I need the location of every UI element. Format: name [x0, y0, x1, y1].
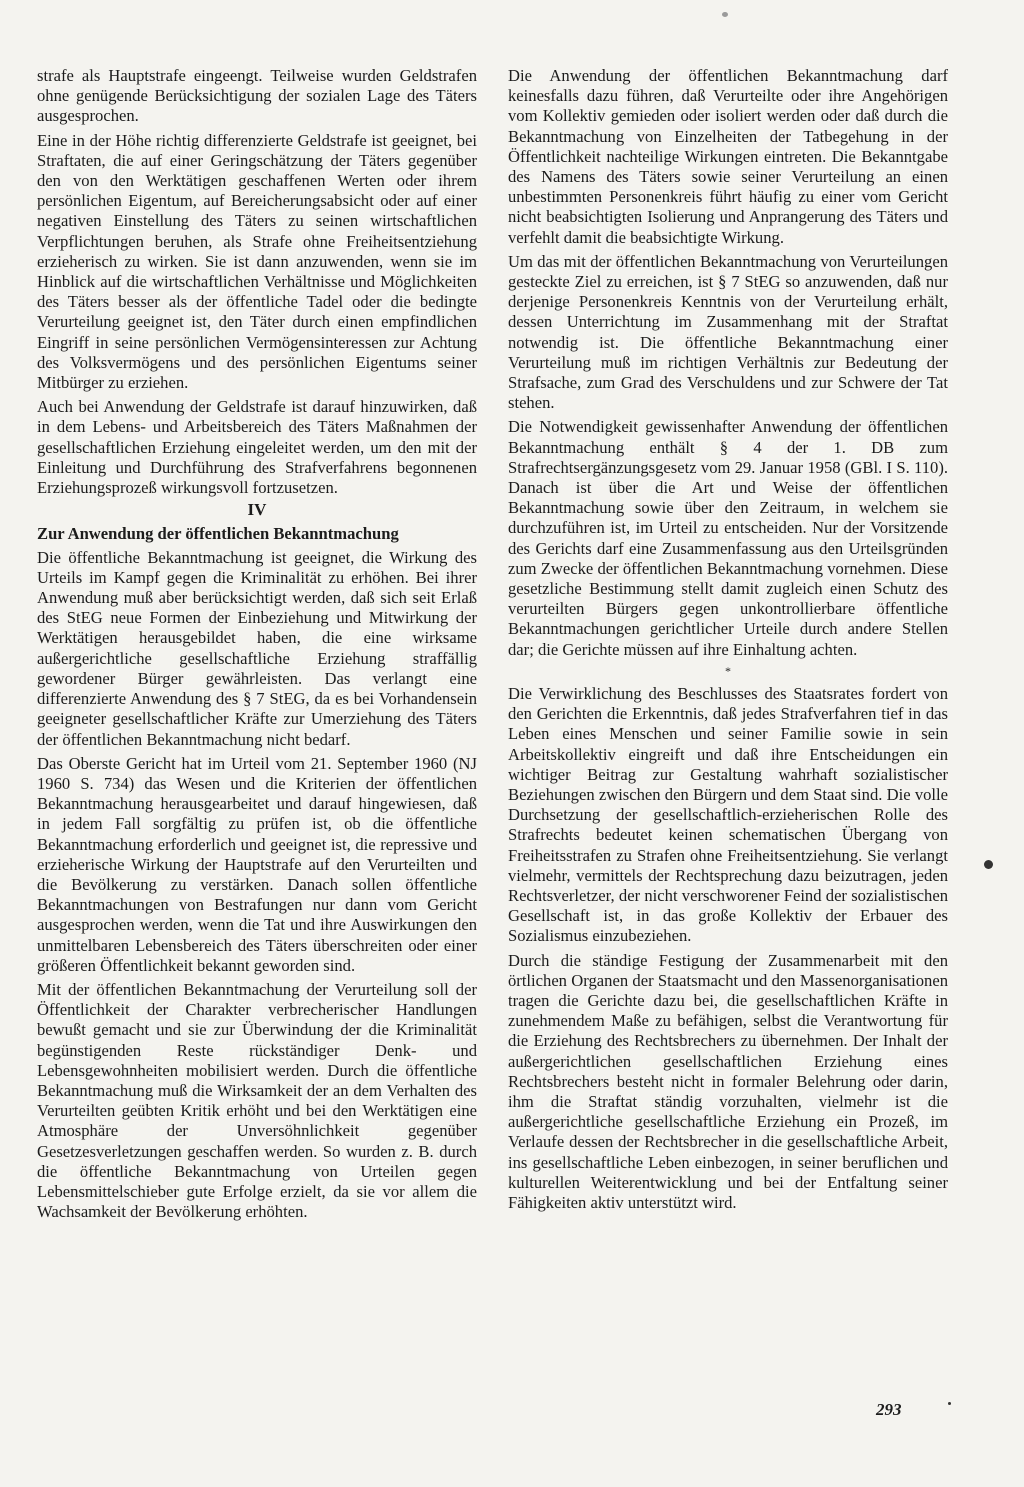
- paragraph: Die Anwendung der öffentlichen Bekanntmachung darf keinesfalls dazu führen, daß Verurteilte oder ihre Angehörigen vom Kollektiv gemieden oder isoliert werden oder daß durch die Bekanntmachung von Einzelheiten der Tatbegehung in der Öffentlichkeit nachteilige Wirkungen eintreten. Die Bekanntgabe des Namens des Täters sowie seiner Verurteilung an einen unbestimmten Personenkreis führt häufig zu einer vom Gericht nicht beabsichtigten Isolierung und Anprangerung des Täters und verfehlt damit die beabsichtigte Wirkung.: [508, 66, 948, 247]
- paragraph: Eine in der Höhe richtig differenzierte Geldstrafe ist geeignet, bei Straftaten, die auf einer Geringschätzung der Täters gegenüber den von den Werktätigen geschaffenen Werten oder ihrem persönlichen Eigentum, auf Bereicherungsabsicht oder auf einer negativen Einstellung des Täters zu seinen wirtschaftlichen Verpflichtungen beruhen, als Strafe ohne Freiheitsentziehung erzieherisch zu wirken. Sie ist dann anzuwenden, wenn sie im Hinblick auf die wirtschaftlichen Verhältnisse und Möglichkeiten des Täters besser als der öffentliche Tadel oder die bedingte Verurteilung geeignet ist, den Täter durch einen empfindlichen Eingriff in seine persönlichen Vermögensinteressen zur Achtung des Volksvermögens und des persönlichen Eigentums seiner Mitbürger zu erziehen.: [37, 130, 477, 393]
- page-number: 293: [876, 1400, 902, 1419]
- paragraph: Durch die ständige Festigung der Zusammenarbeit mit den örtlichen Organen der Staatsmacht und den Massenorganisationen tragen die Gerichte dazu bei, die gesellschaftlichen Kräfte in zunehmendem Maße zu befähigen, selbst die Verantwortung für die Erziehung des Rechtsbrechers zu übernehmen. Der Inhalt der außergerichtlichen gesellschaftlichen Erziehung eines Rechtsbrechers besteht nicht in formaler Belehrung oder darin, ihm die Straftat ständig vorzuhalten, vielmehr ist die außergerichtliche gesellschaftliche Erziehung ein Prozeß, im Verlaufe dessen der Rechtsbrecher in die gesellschaftliche Arbeit, ins gesellschaftliche Leben einbezogen, in seiner beruflichen und kulturellen Weiterentwicklung und bei der Entfaltung seiner Fähigkeiten aktiv unterstützt wird.: [508, 950, 948, 1212]
- paragraph: Die Notwendigkeit gewissenhafter Anwendung der öffentlichen Bekanntmachung enthält § 4 der 1. DB zum Strafrechtsergänzungsgesetz vom 29. Januar 1958 (GBl. I S. 110). Danach ist über die Art und Weise der öffentlichen Bekanntmachung sowie über den Zeitraum, in welchem sie durchzuführen ist, im Urteil zu entscheiden. Nur der Vorsitzende des Gerichts darf eine Zusammenfassung aus den Urteilsgründen zum Zwecke der öffentlichen Bekanntmachung vornehmen. Diese gesetzliche Bestimmung stellt damit zugleich einen Schutz des verurteilten Bürgers gegen unkontrollierbare öffentliche Bekanntmachungen gerichtlicher Urteile durch andere Stellen dar; die Gerichte müssen auf ihre Einhaltung achten.: [508, 417, 948, 659]
- section-number: IV: [247, 500, 267, 520]
- paragraph: Mit der öffentlichen Bekanntmachung der Verurteilung soll der Öffentlichkeit der Charakter verbrecherischer Handlungen bewußt gemacht und sie zur Überwindung der die Kriminalität begünstigenden Reste rückständiger Denk- und Lebensgewohnheiten mobilisiert werden. Durch die öffentliche Bekanntmachung muß die Wirksamkeit der an dem Verhalten des Verurteilten geübten Kritik erhöht und bei den Werktätigen eine Atmosphäre der Unversöhnlichkeit gegenüber Gesetzesverletzungen geschaffen werden. So wurden z. B. durch die öffentliche Bekanntmachung von Urteilen gegen Lebensmittelschieber gute Erfolge erzielt, da sie vor allem die Wachsamkeit der Bevölkerung erhöhten.: [37, 979, 477, 1222]
- paragraph: Die Verwirklichung des Beschlusses des Staatsrates fordert von den Gerichten die Erkenntnis, daß jedes Strafverfahren tief in das Leben eines Menschen und seiner Familie sowie in sein Arbeitskollektiv eingreift und daß ihre Entscheidungen ein wichtiger Beitrag zur Gestaltung wahrhaft sozialistischer Beziehungen zwischen den Bürgern und dem Staat sind. Die volle Durchsetzung der gesellschaftlich-erzieherischen Rolle des Strafrechts bedeutet keinen schematischen Übergang von Freiheitsstrafen zu Strafen ohne Freiheitsentziehung. Sie verlangt vielmehr, vermittels der Rechtsprechung dazu beizutragen, jeden Rechtsverletzer, der nicht verschworener Feind der sozialistischen Gesellschaft ist, in das große Kollektiv der Erbauer des Sozialismus einzubeziehen.: [508, 683, 948, 946]
- ink-spot: [948, 1402, 951, 1405]
- section-separator: *: [725, 663, 731, 678]
- ink-spot: [984, 860, 993, 869]
- section-heading: Zur Anwendung der öffentlichen Bekanntmachung: [37, 524, 399, 544]
- paragraph: strafe als Hauptstrafe eingeengt. Teilweise wurden Geldstrafen ohne genügende Berücksichtigung der sozialen Lage des Täters ausgesprochen.: [37, 66, 477, 126]
- ink-spot: [722, 12, 728, 17]
- left-column: [37, 66, 477, 1226]
- paragraph: Um das mit der öffentlichen Bekanntmachung von Verurteilungen gesteckte Ziel zu erreichen, ist § 7 StEG so anzuwenden, daß nur derjenige Personenkreis Kenntnis von der Verurteilung erhält, dessen Unterrichtung im Zusammenhang mit der Straftat notwendig ist. Die öffentliche Bekanntmachung einer Verurteilung muß im richtigen Verhältnis zur Bedeutung der Strafsache, zum Grad des Verschuldens und zur Schwere der Tat stehen.: [508, 251, 948, 413]
- paragraph: Auch bei Anwendung der Geldstrafe ist darauf hinzuwirken, daß in dem Lebens- und Arbeitsbereich des Täters Maßnahmen der gesellschaftlichen Erziehung eingeleitet werden, um den mit der Einleitung und Durchführung des Strafverfahrens begonnenen Erziehungsprozeß wirkungsvoll fortzusetzen.: [37, 397, 477, 498]
- paragraph: Die öffentliche Bekanntmachung ist geeignet, die Wirkung des Urteils im Kampf gegen die Kriminalität zu erhöhen. Bei ihrer Anwendung muß aber berücksichtigt werden, daß sich seit Erlaß des StEG neue Formen der Einbeziehung und Mitwirkung der Werktätigen herausgebildet haben, die eine wirksame außergerichtliche gesellschaftliche Erziehung straffällig gewordener Bürger gewährleisten. Das verlangt eine differenzierte Anwendung des § 7 StEG, da es bei Vorhandensein geeigneter gesellschaftlicher Kräfte zur Umerziehung des Täters der öffentlichen Bekanntmachung nicht bedarf.: [37, 547, 477, 749]
- right-column: [508, 66, 948, 1217]
- paragraph: Das Oberste Gericht hat im Urteil vom 21. September 1960 (NJ 1960 S. 734) das Wesen und die Kriterien der öffentlichen Bekanntmachung herausgearbeitet und darauf hingewiesen, daß in jedem Fall sorgfältig zu prüfen ist, ob die öffentliche Bekanntmachung erforderlich und geeignet ist, die repressive und erzieherische Wirkung der Hauptstrafe auf den Verurteilten und die Bevölkerung zu verstärken. Danach sollen öffentliche Bekanntmachungen von Bestrafungen nur dann vom Gericht ausgesprochen werden, wenn die Tat und ihre Auswirkungen den unmittelbaren Lebensbereich des Täters überschreiten oder einer größeren Öffentlichkeit bekannt geworden sind.: [37, 753, 477, 975]
